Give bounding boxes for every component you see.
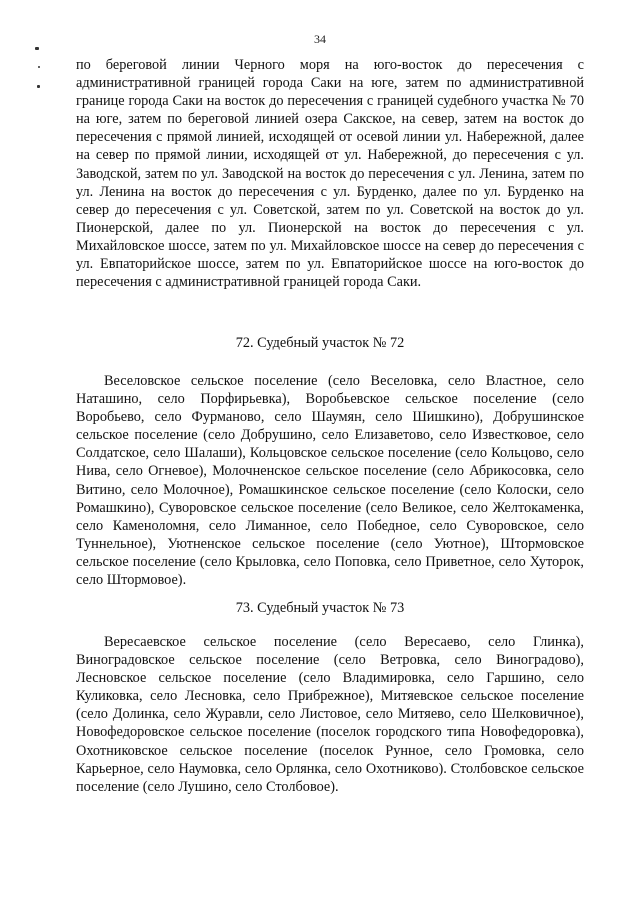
margin-mark [37,85,40,88]
section-72-text: Веселовское сельское поселение (село Веселовка, село Властное, село Наташино, село Порфирьевка), Воробьевское сельское поселение (село Воробьево, село Фурманово, село Шаумян, село Шишкино), Добрушинское сельское поселение (село Добрушино, село Елизаветово, село Известковое, село Солдатское, село Шалаши), Кольцовское сельское поселение (село Кольцово, село Нива, село Огневое), Молочненское сельское поселение (село Абрикосовка, село Витино, село Молочное), Ромашкинское сельское поселение (село Колоски, село Ромашкино), Суворовское сельское поселение (село Великое, село Желтокаменка, село Каменоломня, село Лиманное, село Победное, село Суворовское, село Туннельное), Уютненское сельское поселение (село Уютное), Штормовское сельское поселение (село Крыловка, село Поповка, село Приветное, село Хуторок, село Штормовое). [76,373,584,589]
section-73-text: Вересаевское сельское поселение (село Вересаево, село Глинка), Виноградовское сельское поселение (село Ветровка, село Виноградово), Лесновское сельское поселение (село Владимировка, село Гаршино, село Куликовка, село Лесновка, село Прибрежное), Митяевское сельское поселение (село Долинка, село Журавли, село Листовое, село Митяево, село Шелковичное), Новофедоровское сельское поселение (поселок городского типа Новофедоровка), Охотниковское сельское поселение (поселок Рунное, село Громовка, село Карьерное, село Наумовка, село Орлянка, село Охотниково). Столбовское сельское поселение (село Лушино, село Столбовое). [76,634,584,795]
section-72-heading: 72. Судебный участок № 72 [235,335,405,351]
page-number: 34 [314,32,326,46]
paragraph-continuation: по береговой линии Черного моря на юго-восток до пересечения с административной границей города Саки на юге, затем по административной границе города Саки на восток до пересечения с границей судебного участка № 70 на юге, затем по береговой линией озера Сакское, на север, затем на восток до пересечения с прямой линией, исходящей от осевой линии ул. Набережной, далее на север по прямой линии, исходящей от ул. Набережной, до пересечения с ул. Заводской, затем по ул. Заводской на восток до пересечения с ул. Ленина, затем по ул. Ленина на восток до пересечения с ул. Бурденко, далее по ул. Бурденко на север до пересечения с ул. Советской, затем по ул. Советской на восток до ул. Пионерской, далее по ул. Пионерской на восток до пересечения с ул. Михайловское шоссе, затем по ул. Михайловское шоссе на север до пересечения с ул. Евпаторийское шоссе, затем по ул. Евпаторийское шоссе на юго-восток до пересечения с административной границей города Саки. [76,57,584,291]
section-73-heading: 73. Судебный участок № 73 [235,600,405,616]
margin-mark [38,66,40,68]
